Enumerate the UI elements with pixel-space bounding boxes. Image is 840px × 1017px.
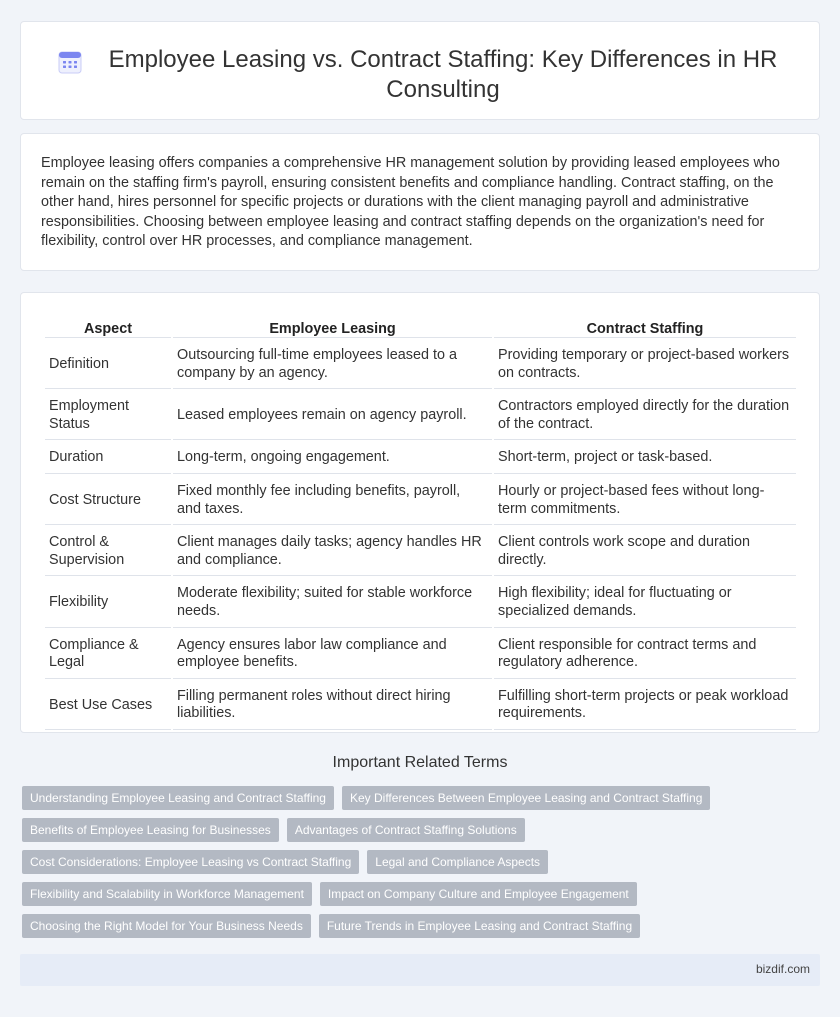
- tag-row: [22, 818, 812, 842]
- related-term-link[interactable]: Understanding Employee Leasing and Contract Staffing: [22, 786, 334, 810]
- related-terms-list: [22, 786, 812, 946]
- related-term-link[interactable]: Legal and Compliance Aspects: [367, 850, 548, 874]
- cell-employee-leasing: Outsourcing full-time employees leased to a company by an agency.: [173, 340, 492, 389]
- cell-aspect: Control & Supervision: [45, 527, 171, 576]
- cell-aspect: Employment Status: [45, 391, 171, 440]
- cell-contract-staffing: Providing temporary or project-based workers on contracts.: [494, 340, 796, 389]
- related-term-link[interactable]: Key Differences Between Employee Leasing and Contract Staffing: [342, 786, 710, 810]
- header-aspect: Aspect: [45, 319, 171, 338]
- table-row: [45, 442, 796, 474]
- related-term-link[interactable]: Advantages of Contract Staffing Solutions: [287, 818, 525, 842]
- calendar-icon: [57, 49, 83, 75]
- table-row: [45, 476, 796, 525]
- tag-row: [22, 786, 812, 810]
- cell-contract-staffing: Hourly or project-based fees without long-term commitments.: [494, 476, 796, 525]
- cell-employee-leasing: Client manages daily tasks; agency handles HR and compliance.: [173, 527, 492, 576]
- cell-aspect: Compliance & Legal: [45, 630, 171, 679]
- table-header-row: [45, 319, 796, 338]
- related-term-link[interactable]: Cost Considerations: Employee Leasing vs Contract Staffing: [22, 850, 359, 874]
- cell-contract-staffing: Contractors employed directly for the duration of the contract.: [494, 391, 796, 440]
- cell-aspect: Best Use Cases: [45, 681, 171, 730]
- intro-paragraph: Employee leasing offers companies a comprehensive HR management solution by providing leased employees who remain on the staffing firm's payroll, ensuring consistent benefits and compliance handling. Contract staffing, on the other hand, hires personnel for specific projects or durations with the client managing payroll and administrative responsibilities. Choosing between employee leasing and contract staffing depends on the organization's need for flexibility, control over HR processes, and compliance management.: [41, 155, 780, 250]
- table-row: [45, 340, 796, 389]
- cell-contract-staffing: High flexibility; ideal for fluctuating or specialized demands.: [494, 578, 796, 627]
- cell-aspect: Definition: [45, 340, 171, 389]
- page-title: Employee Leasing vs. Contract Staffing: Key Differences in HR Consulting: [108, 46, 778, 103]
- intro-card: [20, 133, 820, 271]
- cell-employee-leasing: Agency ensures labor law compliance and employee benefits.: [173, 630, 492, 679]
- header-card: [20, 21, 820, 120]
- related-term-link[interactable]: Choosing the Right Model for Your Business Needs: [22, 914, 311, 938]
- cell-contract-staffing: Client controls work scope and duration directly.: [494, 527, 796, 576]
- footer-site-link[interactable]: bizdif.com: [755, 962, 810, 976]
- cell-aspect: Flexibility: [45, 578, 171, 627]
- cell-employee-leasing: Long-term, ongoing engagement.: [173, 442, 492, 474]
- table-row: [45, 630, 796, 679]
- cell-aspect: Cost Structure: [45, 476, 171, 525]
- related-term-link[interactable]: Future Trends in Employee Leasing and Contract Staffing: [319, 914, 640, 938]
- related-term-link[interactable]: Flexibility and Scalability in Workforce Management: [22, 882, 312, 906]
- cell-contract-staffing: Fulfilling short-term projects or peak workload requirements.: [494, 681, 796, 730]
- footer: [20, 954, 820, 986]
- related-term-link[interactable]: Benefits of Employee Leasing for Businesses: [22, 818, 279, 842]
- cell-contract-staffing: Short-term, project or task-based.: [494, 442, 796, 474]
- cell-employee-leasing: Leased employees remain on agency payroll.: [173, 391, 492, 440]
- table-row: [45, 527, 796, 576]
- table-row: [45, 391, 796, 440]
- table-row: [45, 578, 796, 627]
- tag-row: [22, 914, 812, 938]
- comparison-card: [20, 292, 820, 733]
- cell-employee-leasing: Filling permanent roles without direct hiring liabilities.: [173, 681, 492, 730]
- comparison-table: [43, 317, 798, 732]
- header-employee-leasing: Employee Leasing: [173, 319, 492, 338]
- header-contract-staffing: Contract Staffing: [494, 319, 796, 338]
- cell-aspect: Duration: [45, 442, 171, 474]
- tag-row: [22, 882, 812, 906]
- cell-employee-leasing: Moderate flexibility; suited for stable workforce needs.: [173, 578, 492, 627]
- cell-employee-leasing: Fixed monthly fee including benefits, payroll, and taxes.: [173, 476, 492, 525]
- tag-row: [22, 850, 812, 874]
- cell-contract-staffing: Client responsible for contract terms and regulatory adherence.: [494, 630, 796, 679]
- related-terms-title: Important Related Terms: [332, 754, 508, 771]
- related-term-link[interactable]: Impact on Company Culture and Employee Engagement: [320, 882, 637, 906]
- table-row: [45, 681, 796, 730]
